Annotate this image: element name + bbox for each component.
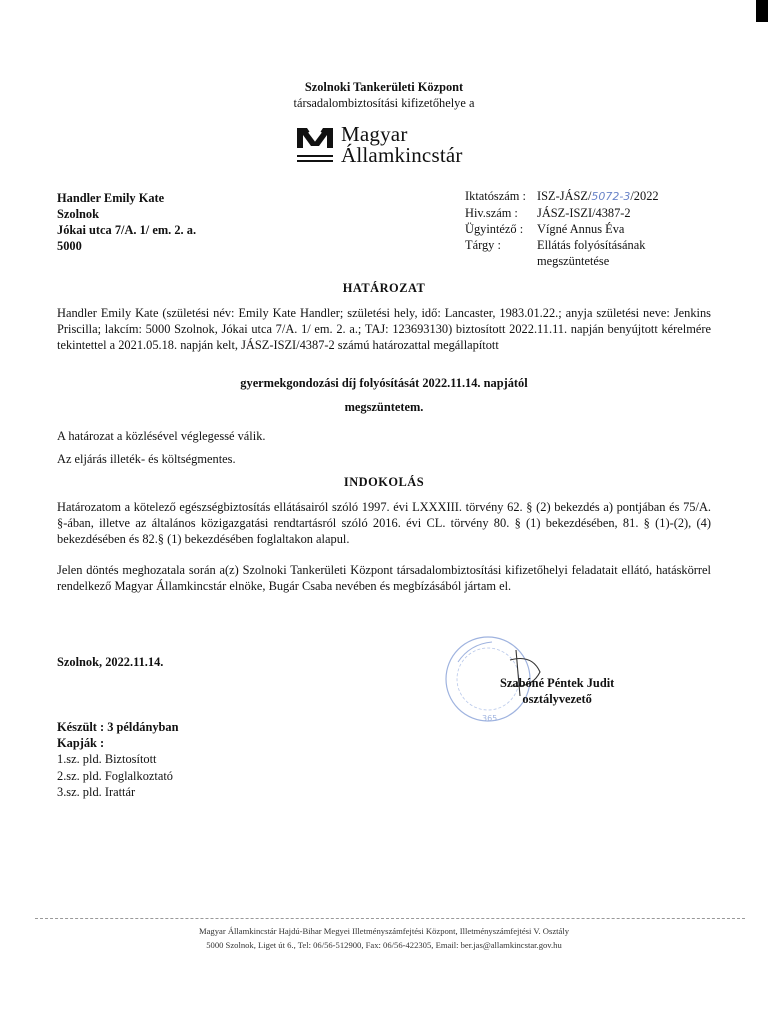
- addressee-block: [57, 190, 196, 254]
- clerk-label: Ügyintéző :: [465, 222, 524, 236]
- decision-body: Handler Emily Kate (születési név: Emily Kate Handler; születési hely, idő: Lancaster, 1983.01.22.; anyja születési neve: Jenkins Priscilla; lakcím: 5000 Szolnok, Jókai utca 7/A. 1/ em. 2. a.; TAJ: 123693130) biztosított 2022.11.11. napján benyújtott kérelmére tekintettel a 2021.05.18. napján kelt, JÁSZ-ISZI/4387-2 számú határozattal megállapított: [57, 306, 711, 353]
- scan-corner-mark: [756, 0, 768, 22]
- registration-handwritten: 5072-3: [591, 190, 631, 203]
- subject-value: Ellátás folyósításának megszüntetése: [537, 238, 646, 268]
- addressee-city: Szolnok: [57, 207, 100, 221]
- copies-block: [57, 719, 179, 800]
- registration-prefix: ISZ-JÁSZ/: [537, 189, 592, 203]
- reasoning-title: INDOKOLÁS: [343, 475, 425, 489]
- clerk-row: [465, 221, 687, 237]
- recipient-item: 2.sz. pld. Foglalkoztató: [57, 768, 173, 783]
- decision-operative-line1: gyermekgondozási díj folyósítását 2022.11.14. napjától: [240, 376, 528, 390]
- registration-value: [537, 188, 659, 205]
- treasury-logo: [295, 120, 495, 167]
- reference-block: [465, 188, 687, 269]
- reasoning-paragraph-1: Határozatom a kötelező egészségbiztosítás ellátásairól szóló 1997. évi LXXXIII. törvény 62. § (2) bekezdés a) pontjában és 75/A. §-ában, illetve az általános közigazgatási rendtartásról szóló 2016. évi CL. törvény 80. § (1) bekezdésében, 81. § (1)-(2), (4) bekezdésében és 82.§ (1) bekezdésében foglaltakon alapul.: [57, 500, 711, 547]
- recipient-item: 3.sz. pld. Irattár: [57, 784, 136, 799]
- reference-value: JÁSZ-ISZI/4387-2: [537, 206, 631, 220]
- subject-row: [465, 237, 687, 269]
- issuer-subtitle: társadalombiztosítási kifizetőhelye a: [293, 96, 475, 110]
- signatory-name: Szabóné Péntek Judit: [500, 676, 615, 690]
- decision-title: HATÁROZAT: [342, 281, 426, 295]
- clerk-value: Vígné Annus Éva: [537, 222, 625, 236]
- registration-label: Iktatószám :: [465, 189, 526, 203]
- footer-line1: Magyar Államkincstár Hajdú-Bihar Megyei Illetményszámfejtési Központ, Illetményszámfejtési V. Osztály: [198, 926, 570, 936]
- fees-statement: Az eljárás illeték- és költségmentes.: [57, 452, 236, 466]
- copies-made: Készült : 3 példányban: [57, 720, 179, 734]
- registration-row: [465, 188, 687, 205]
- recipients-label: Kapják :: [57, 736, 105, 751]
- finality-statement: A határozat a közlésével véglegessé válik.: [57, 429, 266, 443]
- issuer-name: Szolnoki Tankerületi Központ: [304, 80, 464, 94]
- signature-block: [500, 675, 614, 707]
- reference-label: Hiv.szám :: [465, 206, 518, 220]
- reasoning-paragraph-2: Jelen döntés meghozatala során a(z) Szolnoki Tankerületi Központ társadalombiztosítási kifizetőhelyi feladatait ellátó, hatáskörrel rendelkező Magyar Államkincstár elnöke, Bugár Csaba nevében és megbízásából jártam el.: [57, 563, 711, 594]
- stamp-number: 365: [482, 714, 498, 723]
- addressee-street: Jókai utca 7/A. 1/ em. 2. a.: [57, 223, 197, 237]
- footer-line2: 5000 Szolnok, Liget út 6., Tel: 06/56-512900, Fax: 06/56-422305, Email: ber.jas@allamkincstar.gov.hu: [206, 940, 562, 950]
- decision-operative-line2: megszüntetem.: [344, 400, 424, 414]
- subject-label: Tárgy :: [465, 238, 501, 252]
- treasury-emblem-icon: [295, 124, 335, 164]
- footer-divider: [35, 918, 745, 919]
- signatory-role: osztályvezető: [522, 692, 592, 706]
- registration-suffix: /2022: [630, 189, 659, 203]
- reference-row: [465, 205, 687, 221]
- place-and-date: Szolnok, 2022.11.14.: [57, 655, 164, 669]
- addressee-postcode: 5000: [57, 239, 82, 253]
- logo-text-line2: Államkincstár: [341, 143, 463, 167]
- recipient-item: 1.sz. pld. Biztosított: [57, 752, 157, 767]
- logo-text-line1: Magyar: [341, 122, 408, 146]
- addressee-name: Handler Emily Kate: [57, 191, 165, 205]
